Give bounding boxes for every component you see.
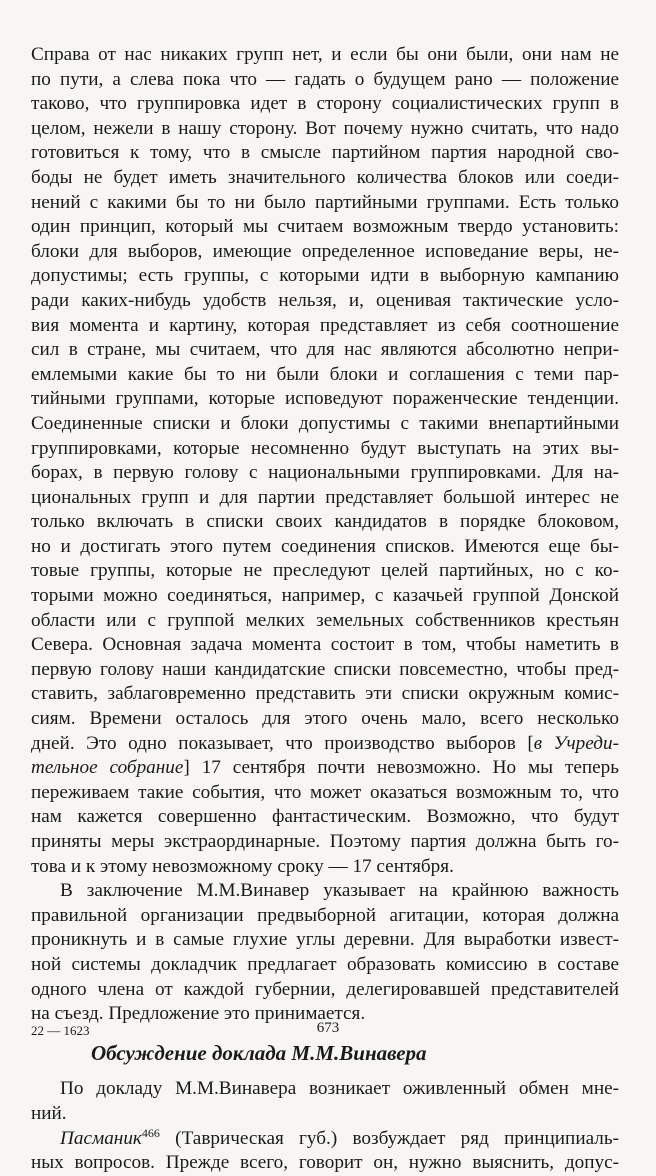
text-line: циональных групп и для партии представляет большой интерес не [31,486,619,508]
text-line: один принцип, который мы считаем возможным твердо установить: [31,216,619,238]
text-line: товые группы, которые не преследуют целей партийных, но с ко- [31,560,619,582]
text-line [31,756,619,781]
text-line: но и достигать этого путем соединения списков. Имеются еще бы- [31,535,619,557]
text-line: правильной организации предвыборной агитации, которая должна [31,904,619,926]
text-line: ставить, заблаговременно представить эти списки окружным комис- [31,683,619,705]
text-line: проникнуть и в самые глухие углы деревни. Для выработки извест- [31,929,619,951]
text-line: нений с какими бы то ни было партийными группами. Есть только [31,191,619,213]
text-line: ной системы докладчик предлагает образовать комиссию в составе [31,953,619,975]
speaker-name: Пасманик [60,1127,142,1149]
printer-signature: 22 — 1623 [31,1023,90,1038]
text-line: целом, нежели в нашу сторону. Вот почему нужно считать, что надо [31,117,619,139]
text-fragment: дней. Это одно показывает, что производство выборов [ [31,732,534,754]
text-line: допустимы; есть группы, с которыми идти в выборную кампанию [31,265,619,287]
text-line: нам кажется совершенно фантастическим. Возможно, что будут [31,806,619,828]
page-number: 673 [316,1020,340,1036]
text-line: Справа от нас никаких групп нет, и если бы они были, они нам не [31,44,619,65]
text-line: сил в стране, мы считаем, что для нас являются абсолютно непри- [31,339,619,361]
text-line [31,1127,619,1152]
text-fragment: ] 17 сентября почти невозможно. Но мы теперь [183,757,619,779]
paragraph-discussion [31,1077,619,1175]
text-line: ний. [31,1102,67,1124]
text-line: По докладу М.М.Винавера возникает оживленный обмен мне- [60,1078,619,1100]
text-line: переживаем такие события, что может оказаться возможным то, что [31,781,619,803]
text-fragment-italic: тельное собрание [31,757,184,779]
text-line: группировками, которые несомненно будут выступать на этих вы- [31,437,619,459]
text-line: одного члена от каждой губернии, делегировавшей представителей [31,978,619,1000]
paragraph-main [31,43,619,879]
text-line: только включать в списки своих кандидатов в порядке блоковом, [31,511,619,533]
text-line: торыми можно соединяться, например, с казачьей группой Донской [31,585,619,607]
text-line: борах, в первую голову с национальными группировками. Для на- [31,462,619,484]
text-line: емлемыми какие бы то ни были блоки и соглашения с теми пар- [31,363,619,385]
text-line: Севера. Основная задача момента состоит в том, чтобы наметить в [31,634,619,656]
section-heading: Обсуждение доклада М.М.Винавера [91,1040,427,1065]
footnote-ref: 466 [141,1125,160,1140]
text-line: вия момента и картину, которая представляет из себя соотношение [31,314,619,336]
text-line: блоки для выборов, имеющие определенное исповедание веры, не- [31,240,619,262]
text-line: Соединенные списки и блоки допустимы с такими внепартийными [31,412,619,434]
text-line [31,732,619,757]
text-line: това и к этому невозможному сроку — 17 сентября. [31,855,454,877]
text-fragment: (Таврическая губ.) возбуждает ряд принципиаль- [159,1127,619,1149]
text-line: по пути, а слева пока что — гадать о будущем рано — положение [31,68,619,90]
text-line: первую голову наши кандидатские списки повсеместно, чтобы пред- [31,658,619,680]
text-line: ради каких-нибудь удобств нельзя, и, оценивая тактические усло- [31,289,619,311]
text-line: на съезд. Предложение это принимается. [31,1003,366,1025]
text-line: приняты меры экстраординарные. Поэтому партия должна быть го- [31,831,619,852]
text-fragment-italic: в Учреди- [533,732,619,754]
text-line: таково, что группировка идет в сторону социалистических групп в [31,93,619,115]
text-line: В заключение М.М.Винавер указывает на крайнюю важность [60,880,619,902]
text-line: боды не будет иметь значительного количества блоков или соеди- [31,166,619,188]
text-line: ных вопросов. Прежде всего, говорит он, нужно выяснить, допус- [31,1152,619,1174]
text-line: области или с группой мелких земельных собственников крестьян [31,609,619,631]
body-text [31,43,619,1176]
text-line: готовиться к тому, что в смысле партийном партия народной сво- [31,142,619,164]
paragraph-conclusion [31,879,619,1027]
text-line: сиям. Времени осталось для этого очень мало, всего несколько [31,708,619,730]
text-line: тийными группами, которые исповедуют пораженческие тенденции. [31,388,619,410]
